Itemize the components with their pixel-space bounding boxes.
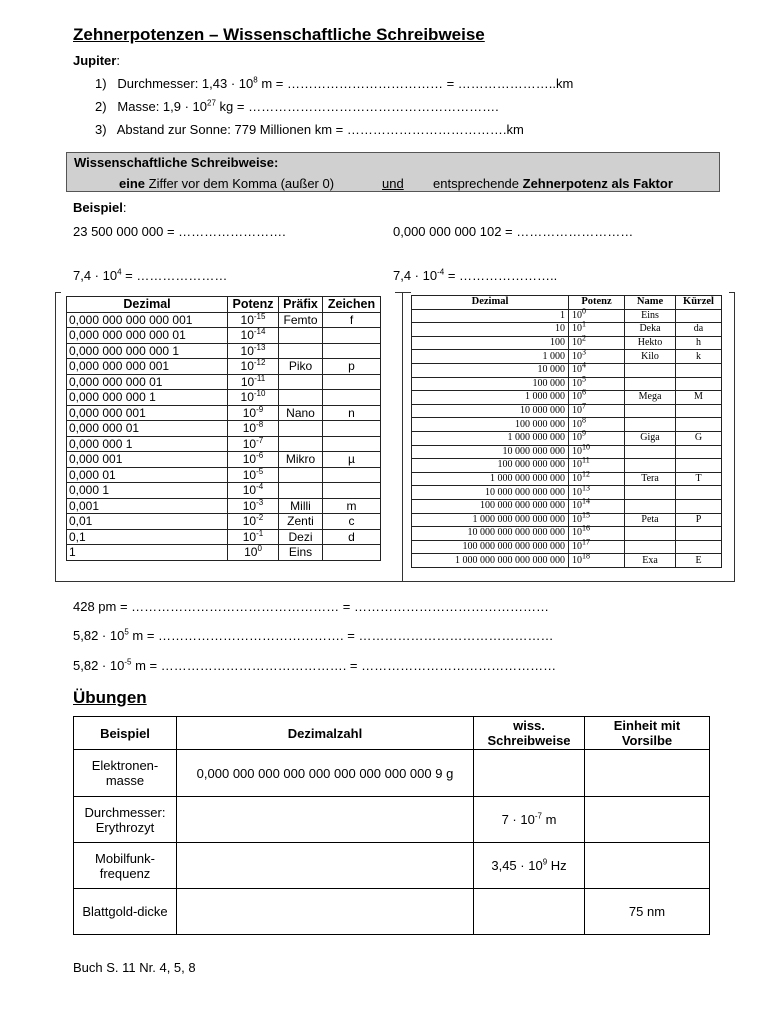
cell-potenz: $10^{-11}$ — [228, 374, 279, 390]
table-row — [67, 390, 381, 406]
cell-potenz: $10^{17}$ — [569, 540, 625, 554]
cell-kuerzel: P — [676, 513, 722, 527]
cell-dezimal: 0,000 000 001 — [67, 405, 228, 421]
cell-potenz: $10^{-6}$ — [228, 452, 279, 468]
cell-potenz: $10^{18}$ — [569, 554, 625, 568]
cell-wiss-schreibweise: $7 \cdot 10^{-7}$ m — [474, 797, 585, 843]
cell-potenz: $10^1$ — [569, 323, 625, 337]
cell-praefix — [279, 343, 323, 359]
table-row — [412, 459, 722, 473]
cell-name — [625, 363, 676, 377]
cell-potenz: $10^{16}$ — [569, 527, 625, 541]
cell-name: Exa — [625, 554, 676, 568]
frame-corner — [395, 292, 411, 293]
cell-beispiel: Blattgold-dicke — [74, 889, 177, 935]
jupiter-item: 3) Abstand zur Sonne: 779 Millionen km = ……………………………….km — [95, 122, 524, 137]
cell-praefix: Nano — [279, 405, 323, 421]
cell-name — [625, 540, 676, 554]
cell-dezimalzahl — [177, 889, 474, 935]
cell-praefix — [279, 483, 323, 499]
exercise-table — [73, 716, 710, 935]
table-row — [412, 431, 722, 445]
jupiter-heading: Jupiter — [73, 53, 117, 68]
cell-dezimal: 1 000 — [412, 350, 569, 364]
table-row — [412, 404, 722, 418]
table-row — [412, 391, 722, 405]
table-row — [67, 312, 381, 328]
cell-potenz: $10^{-13}$ — [228, 343, 279, 359]
cell-einheit — [585, 750, 710, 797]
table-row — [412, 486, 722, 500]
table-row — [67, 343, 381, 359]
cell-dezimal: 0,001 — [67, 498, 228, 514]
table-row — [412, 472, 722, 486]
table-row — [412, 350, 722, 364]
cell-kuerzel — [676, 527, 722, 541]
cell-potenz: $10^{-15}$ — [228, 312, 279, 328]
example-heading: Beispiel: — [73, 200, 127, 215]
cell-potenz: $10^{13}$ — [569, 486, 625, 500]
cell-potenz: $10^8$ — [569, 418, 625, 432]
frame-separator — [402, 292, 403, 582]
conversion-line: $5,82 \cdot 10^{-5}$ m = ……………………………………. = ……………………………………… — [73, 657, 557, 673]
cell-dezimal: 0,000 000 000 01 — [67, 374, 228, 390]
cell-zeichen — [323, 483, 381, 499]
cell-potenz: $10^6$ — [569, 391, 625, 405]
cell-kuerzel — [676, 459, 722, 473]
cell-potenz: $10^9$ — [569, 431, 625, 445]
jupiter-item: 2) Masse: $1,9 \cdot 10^{27}$ kg = …………………………………………………. — [95, 98, 499, 114]
cell-dezimal: 1 — [412, 309, 569, 323]
cell-wiss-schreibweise — [474, 750, 585, 797]
cell-potenz: $10^{-1}$ — [228, 529, 279, 545]
cell-kuerzel — [676, 377, 722, 391]
jupiter-section: Jupiter: 1) Durchmesser: $1,43 \cdot 10^8$ m = ……………………………… = …………………..km 2) Masse: $1,9 \cdot 10^{27}$ kg = …………………………………………………. 3) Abstand zur Sonne: 779 Millionen km = ……………………………….km — [73, 53, 573, 145]
cell-kuerzel — [676, 309, 722, 323]
table-header-row: Dezimal Potenz Name Kürzel — [412, 296, 722, 310]
cell-dezimal: 0,000 000 000 1 — [67, 390, 228, 406]
cell-potenz: $10^{-10}$ — [228, 390, 279, 406]
small-prefix-table — [66, 296, 381, 561]
cell-dezimal: 10 — [412, 323, 569, 337]
cell-dezimal: 10 000 000 000 000 — [412, 486, 569, 500]
cell-dezimal: 0,000 001 — [67, 452, 228, 468]
cell-potenz: $10^3$ — [569, 350, 625, 364]
table-header-row: Beispiel Dezimalzahl wiss. Schreibweise Einheit mit Vorsilbe — [74, 717, 710, 750]
cell-dezimal: 100 000 000 000 000 — [412, 499, 569, 513]
cell-name: Kilo — [625, 350, 676, 364]
cell-zeichen: µ — [323, 452, 381, 468]
jupiter-item: 1) Durchmesser: $1,43 \cdot 10^8$ m = ……………………………… = …………………..km — [95, 75, 574, 91]
cell-potenz: $10^{10}$ — [569, 445, 625, 459]
table-row — [412, 336, 722, 350]
cell-potenz: $10^{-8}$ — [228, 421, 279, 437]
cell-dezimal: 100 — [412, 336, 569, 350]
cell-potenz: $10^{-12}$ — [228, 359, 279, 375]
cell-praefix: Piko — [279, 359, 323, 375]
cell-name: Hekto — [625, 336, 676, 350]
cell-kuerzel: h — [676, 336, 722, 350]
cell-praefix — [279, 328, 323, 344]
cell-zeichen — [323, 390, 381, 406]
cell-dezimal: 0,000 000 01 — [67, 421, 228, 437]
cell-praefix: Femto — [279, 312, 323, 328]
cell-potenz: $10^{-4}$ — [228, 483, 279, 499]
table-row — [67, 328, 381, 344]
cell-praefix: Eins — [279, 545, 323, 561]
cell-name: Eins — [625, 309, 676, 323]
cell-zeichen — [323, 436, 381, 452]
cell-einheit: 75 nm — [585, 889, 710, 935]
cell-name: Deka — [625, 323, 676, 337]
page-title: Zehnerpotenzen – Wissenschaftliche Schreibweise — [73, 25, 485, 44]
table-row — [74, 750, 710, 797]
cell-wiss-schreibweise: $3,45 \cdot 10^9$ Hz — [474, 843, 585, 889]
cell-dezimal: 0,000 1 — [67, 483, 228, 499]
cell-dezimal: 1 000 000 000 000 000 000 — [412, 554, 569, 568]
cell-name — [625, 499, 676, 513]
table-row — [412, 540, 722, 554]
cell-kuerzel: G — [676, 431, 722, 445]
cell-zeichen — [323, 328, 381, 344]
cell-dezimalzahl — [177, 843, 474, 889]
cell-kuerzel — [676, 363, 722, 377]
frame-corner — [55, 292, 61, 293]
cell-name — [625, 486, 676, 500]
cell-dezimal: 1 000 000 — [412, 391, 569, 405]
table-row — [412, 377, 722, 391]
table-header-row: Dezimal Potenz Präfix Zeichen — [67, 297, 381, 313]
table-row — [412, 513, 722, 527]
table-row — [67, 421, 381, 437]
cell-potenz: $10^{-3}$ — [228, 498, 279, 514]
table-row — [67, 359, 381, 375]
cell-zeichen: p — [323, 359, 381, 375]
cell-zeichen — [323, 374, 381, 390]
cell-kuerzel: k — [676, 350, 722, 364]
cell-dezimal: 0,000 000 000 000 001 — [67, 312, 228, 328]
table-row — [412, 527, 722, 541]
cell-dezimal: 1 — [67, 545, 228, 561]
table-row — [67, 405, 381, 421]
cell-einheit — [585, 843, 710, 889]
cell-potenz: $10^0$ — [228, 545, 279, 561]
table-row — [74, 797, 710, 843]
cell-name: Tera — [625, 472, 676, 486]
cell-zeichen: n — [323, 405, 381, 421]
cell-potenz: $10^{-7}$ — [228, 436, 279, 452]
cell-praefix — [279, 390, 323, 406]
cell-praefix — [279, 421, 323, 437]
cell-potenz: $10^5$ — [569, 377, 625, 391]
cell-kuerzel — [676, 540, 722, 554]
cell-name — [625, 404, 676, 418]
cell-praefix — [279, 436, 323, 452]
table-row — [412, 499, 722, 513]
cell-dezimal: 10 000 000 000 000 000 — [412, 527, 569, 541]
cell-dezimal: 0,000 000 000 001 — [67, 359, 228, 375]
footer-text: Buch S. 11 Nr. 4, 5, 8 — [73, 960, 196, 975]
table-row — [67, 374, 381, 390]
cell-potenz: $10^{14}$ — [569, 499, 625, 513]
cell-name: Peta — [625, 513, 676, 527]
cell-dezimal: 100 000 000 000 000 000 — [412, 540, 569, 554]
cell-potenz: $10^0$ — [569, 309, 625, 323]
cell-potenz: $10^{12}$ — [569, 472, 625, 486]
cell-dezimal: 10 000 000 000 — [412, 445, 569, 459]
cell-dezimal: 0,000 000 000 000 01 — [67, 328, 228, 344]
cell-praefix: Milli — [279, 498, 323, 514]
table-row — [67, 545, 381, 561]
cell-potenz: $10^{-5}$ — [228, 467, 279, 483]
cell-zeichen — [323, 421, 381, 437]
cell-potenz: $10^{-2}$ — [228, 514, 279, 530]
cell-name — [625, 418, 676, 432]
cell-dezimal: 100 000 000 000 — [412, 459, 569, 473]
cell-dezimal: 1 000 000 000 000 — [412, 472, 569, 486]
cell-kuerzel: da — [676, 323, 722, 337]
cell-potenz: $10^{15}$ — [569, 513, 625, 527]
table-row — [67, 514, 381, 530]
cell-kuerzel — [676, 418, 722, 432]
cell-potenz: $10^{11}$ — [569, 459, 625, 473]
cell-einheit — [585, 797, 710, 843]
cell-kuerzel: E — [676, 554, 722, 568]
cell-dezimal: 10 000 — [412, 363, 569, 377]
cell-kuerzel: T — [676, 472, 722, 486]
cell-name: Mega — [625, 391, 676, 405]
example-2: 0,000 000 000 102 = ……………………… — [393, 224, 634, 239]
cell-kuerzel: M — [676, 391, 722, 405]
cell-zeichen: c — [323, 514, 381, 530]
cell-dezimal: 0,01 — [67, 514, 228, 530]
cell-beispiel: Elektronen-masse — [74, 750, 177, 797]
cell-dezimal: 0,000 000 1 — [67, 436, 228, 452]
cell-zeichen: d — [323, 529, 381, 545]
example-4: $7,4 \cdot 10^{-4}$ = ………………….. — [393, 267, 558, 283]
cell-dezimal: 1 000 000 000 000 000 — [412, 513, 569, 527]
cell-kuerzel — [676, 499, 722, 513]
cell-dezimal: 1 000 000 000 — [412, 431, 569, 445]
table-row — [412, 554, 722, 568]
rule-box: Wissenschaftliche Schreibweise: eine Ziffer vor dem Komma (außer 0) und entsprechende Zehnerpotenz als Faktor — [66, 152, 720, 192]
conversion-line: 428 pm = ………………………………………… = ……………………………………… — [73, 599, 549, 614]
conversion-line: $5,82 \cdot 10^5$ m = ……………………………………. = ……………………………………… — [73, 627, 554, 643]
cell-dezimalzahl: 0,000 000 000 000 000 000 000 000 000 9 g — [177, 750, 474, 797]
cell-name: Giga — [625, 431, 676, 445]
cell-praefix: Dezi — [279, 529, 323, 545]
table-row — [67, 498, 381, 514]
cell-potenz: $10^2$ — [569, 336, 625, 350]
cell-name — [625, 377, 676, 391]
cell-wiss-schreibweise — [474, 889, 585, 935]
cell-potenz: $10^{-9}$ — [228, 405, 279, 421]
cell-zeichen: m — [323, 498, 381, 514]
cell-zeichen — [323, 467, 381, 483]
cell-dezimal: 0,1 — [67, 529, 228, 545]
table-row — [67, 483, 381, 499]
cell-dezimal: 100 000 000 — [412, 418, 569, 432]
table-row — [67, 436, 381, 452]
example-3: $7,4 \cdot 10^4$ = ………………… — [73, 267, 228, 283]
cell-beispiel: Durchmesser: Erythrozyt — [74, 797, 177, 843]
cell-praefix: Zenti — [279, 514, 323, 530]
cell-dezimal: 0,000 000 000 000 1 — [67, 343, 228, 359]
cell-dezimal: 0,000 01 — [67, 467, 228, 483]
table-row — [412, 363, 722, 377]
cell-praefix — [279, 374, 323, 390]
cell-praefix — [279, 467, 323, 483]
table-row — [74, 843, 710, 889]
cell-zeichen: f — [323, 312, 381, 328]
cell-dezimal: 100 000 — [412, 377, 569, 391]
cell-name — [625, 527, 676, 541]
table-row — [412, 323, 722, 337]
cell-kuerzel — [676, 445, 722, 459]
table-row — [74, 889, 710, 935]
table-row — [67, 467, 381, 483]
cell-name — [625, 445, 676, 459]
large-prefix-table — [411, 295, 722, 568]
cell-name — [625, 459, 676, 473]
cell-dezimal: 10 000 000 — [412, 404, 569, 418]
cell-dezimalzahl — [177, 797, 474, 843]
cell-kuerzel — [676, 404, 722, 418]
cell-praefix: Mikro — [279, 452, 323, 468]
cell-potenz: $10^7$ — [569, 404, 625, 418]
cell-beispiel: Mobilfunk-frequenz — [74, 843, 177, 889]
frame-corner — [729, 292, 735, 293]
table-row — [67, 529, 381, 545]
table-row — [412, 418, 722, 432]
example-1: 23 500 000 000 = ……………………. — [73, 224, 286, 239]
table-row — [412, 445, 722, 459]
cell-potenz: $10^4$ — [569, 363, 625, 377]
table-row — [67, 452, 381, 468]
cell-zeichen — [323, 343, 381, 359]
cell-zeichen — [323, 545, 381, 561]
cell-kuerzel — [676, 486, 722, 500]
uebungen-heading: Übungen — [73, 688, 147, 707]
table-row — [412, 309, 722, 323]
cell-potenz: $10^{-14}$ — [228, 328, 279, 344]
rule-heading: Wissenschaftliche Schreibweise: — [74, 155, 279, 170]
